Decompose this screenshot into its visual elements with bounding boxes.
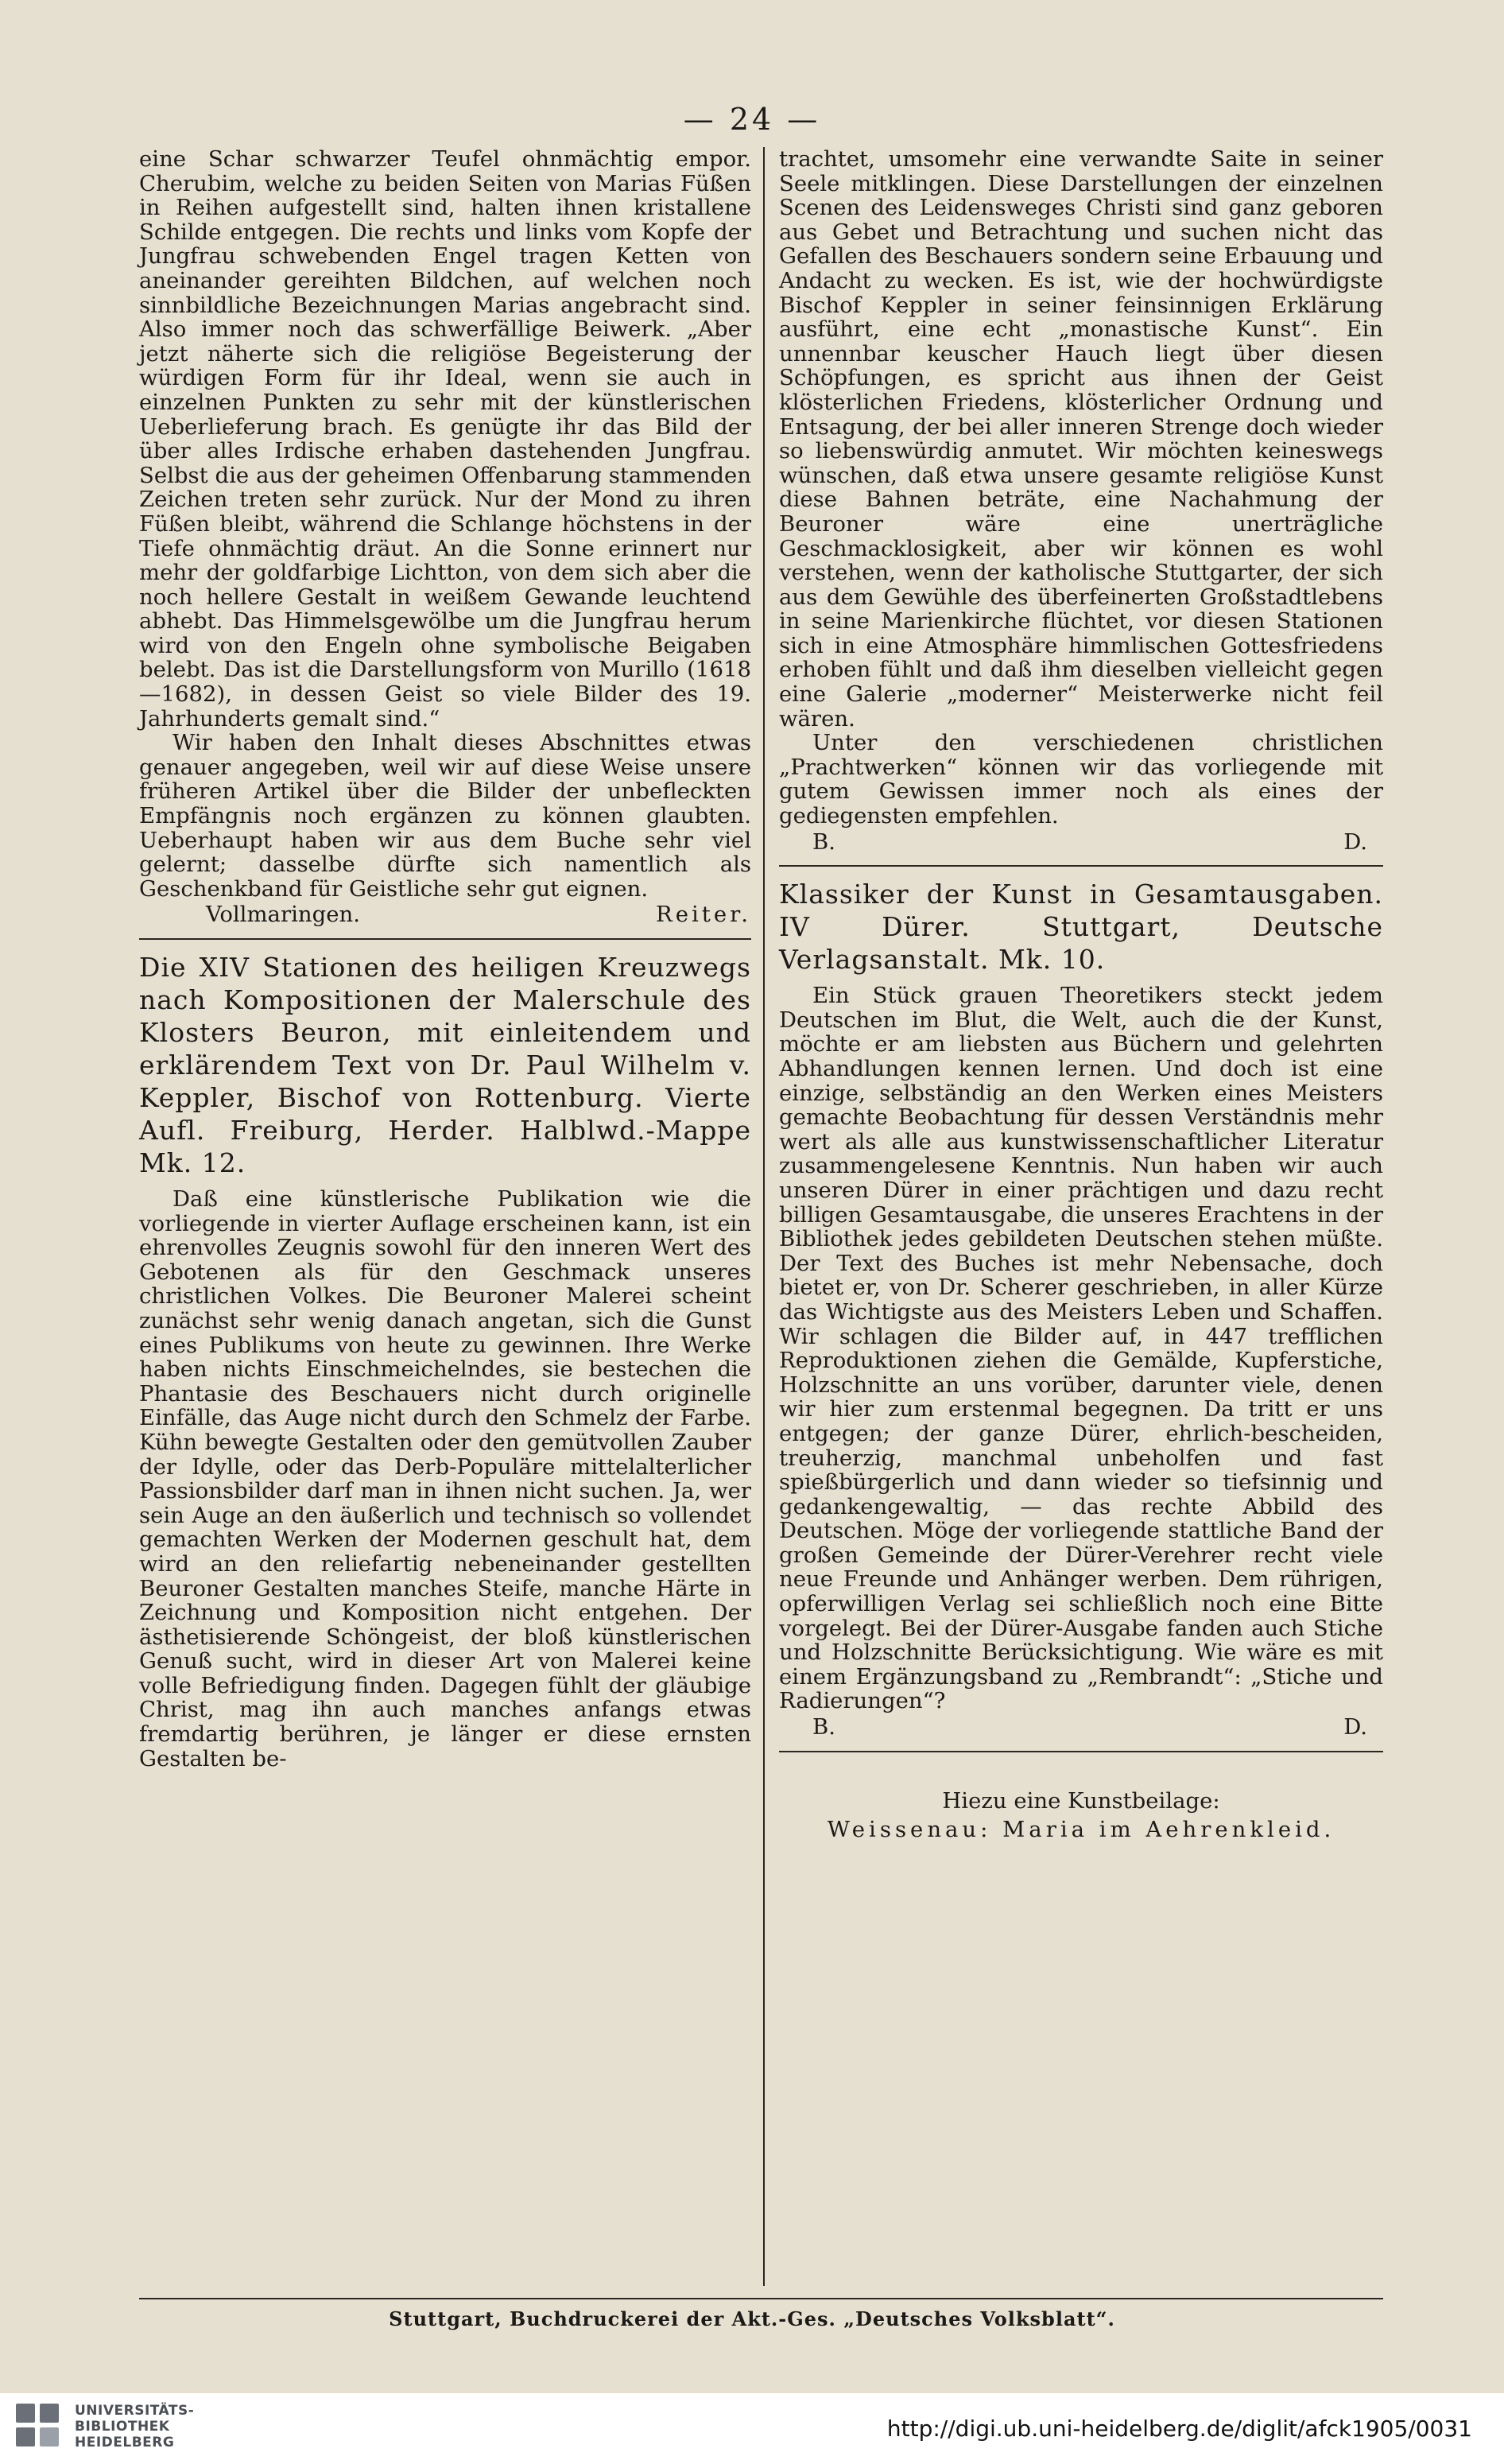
column-divider (763, 147, 765, 2286)
right-signature-2 (779, 1715, 1383, 1740)
printer-imprint: Stuttgart, Buchdruckerei der Akt.-Ges. „Deutsches Volksblatt“. (389, 2307, 1115, 2330)
right-section-divider-1 (779, 865, 1383, 867)
spacer (779, 1764, 1383, 1789)
source-url[interactable]: http://digi.ub.uni-heidelberg.de/diglit/afck1905/0031 (886, 2415, 1472, 2442)
supplement-notice: Hiezu eine Kunstbeilage: (942, 1787, 1220, 1814)
right-column (779, 147, 1383, 1842)
digitization-bar (0, 2393, 1504, 2464)
left-paragraph-3: Daß eine künstlerische Publikation wie die vorliegende in vierter Auflage erscheinen kann, ist ein ehrenvolles Zeugnis sowohl für den inneren Wert des Gebotenen als für den Geschmack unseres christlichen Volkes. Die Beuroner Malerei scheint zunächst sehr wenig danach angetan, sich die Gunst eines Publikums von heute zu gewinnen. Ihre Werke haben nichts Einschmeichelndes, sie bestechen die Phantasie des Beschauers nicht durch originelle Einfälle, das Auge nicht durch den Schmelz der Farbe. Kühn bewegte Gestalten oder den gemütvollen Zauber der Idylle, oder das Derb-Populäre mittelalterlicher Passionsbilder darf man in ihnen nicht suchen. Ja, wer sein Auge an den äußerlich und technisch so vollendet gemachten Werken der Modernen geschult hat, dem wird an den reliefartig nebeneinander gestellten Beuroner Gestalten manches Steife, manche Härte in Zeichnung und Komposition nicht entgehen. Der ästhetisierende Schöngeist, der bloß künstlerischen Genuß sucht, wird in dieser Art von Malerei keine volle Befriedigung finden. Dagegen fühlt der gläubige Christ, mag ihn auch manches anfangs etwas fremdartig berühren, je länger er diese ernsten Gestalten be- (139, 1186, 751, 1771)
page-number: — 24 — (683, 102, 821, 137)
left-paragraph-1: eine Schar schwarzer Teufel ohnmächtig empor. Cherubim, welche zu beiden Seiten von Marias Füßen in Reihen aufgestellt sind, halten ihnen kristallene Schilde entgegen. Die rechts und links vom Kopfe der Jungfrau schwebenden Engel tragen Ketten von aneinander gereihten Bildchen, auf welchen noch sinnbildliche Bezeichnungen Marias angebracht sind. Also immer noch das schwerfällige Beiwerk. „Aber jetzt näherte sich die religiöse Begeisterung der würdigen Form für ihr Ideal, wenn sie auch in einzelnen Punkten zu sehr mit der künstlerischen Ueberlieferung brach. Es genügte ihr das Bild der über alles Irdische erhaben dastehenden Jungfrau. Selbst die aus der geheimen Offenbarung stammenden Zeichen treten sehr zurück. Nur der Mond zu ihren Füßen bleibt, während die Schlange höchstens in der Tiefe ohnmächtig dräut. An die Sonne erinnert nur mehr der goldfarbige Lichtton, von dem sich aber die noch hellere Gestalt in weißem Gewande leuchtend abhebt. Das Himmelsgewölbe um die Jungfrau herum wird von den Engeln ohne symbolische Beigaben belebt. Das ist die Darstellungsform von Murillo (1618—1682), in dessen Geist so viele Bilder des 19. Jahrhunderts gemalt sind.“ (139, 146, 751, 731)
library-logo[interactable] (16, 2403, 194, 2450)
signature-initial-left: B. (812, 828, 835, 855)
footer-rule (139, 2298, 1383, 2299)
library-logo-icon (16, 2404, 62, 2450)
klassiker-heading: Klassiker der Kunst in Gesamtausgaben. IV Dürer. Stuttgart, Deutsche Verlagsanstalt. Mk. 10. (779, 879, 1383, 976)
signature-initial-right-2: D. (1343, 1714, 1367, 1740)
right-paragraph-3: Ein Stück grauen Theoretikers steckt jedem Deutschen im Blut, die Welt, auch die der Kunst, möchte er am liebsten aus Büchern und gelehrten Abhandlungen kennen lernen. Und doch ist eine einzige, selbständig an den Werken eines Meisters gemachte Beobachtung für dessen Verständnis mehr wert als alle aus kunstwissenschaftlicher Literatur zusammengelesene Kenntnis. Nun haben wir auch unseren Dürer in einer prächtigen und dazu recht billigen Gesamtausgabe, die unseres Erachtens in der Bibliothek jedes gebildeten Deutschen stehen müßte. Der Text des Buches ist mehr Nebensache, doch bietet er, von Dr. Scherer geschrieben, in aller Kürze das Wichtigste aus des Meisters Leben und Schaffen. Wir schlagen die Bilder auf, in 447 trefflichen Reproduktionen ziehen die Gemälde, Kupferstiche, Holzschnitte an uns vorüber, darunter viele, denen wir hier zum erstenmal begegnen. Da tritt er uns entgegen; der ganze Dürer, ehrlich-bescheiden, treuherzig, manchmal unbeholfen und fast spießbürgerlich und dann wieder so tiefsinnig und gedankengewaltig, — das rechte Abbild des Deutschen. Möge der vorliegende stattliche Band der großen Gemeinde der Dürer-Verehrer recht viele neue Freunde und Anhänger werben. Dem rührigen, opferwilligen Verlag sei schließlich noch eine Bitte vorgelegt. Bei der Dürer-Ausgabe fanden auch Stiche und Holzschnitte Berücksichtigung. Wie wäre es mit einem Ergänzungsband zu „Rembrandt“: „Stiche und Radierungen“? (779, 983, 1383, 1714)
supplement-title: Weissenau: Maria im Aehrenkleid. (827, 1817, 1335, 1843)
signature-initial-left-2: B. (812, 1714, 835, 1740)
right-section-divider-2 (779, 1751, 1383, 1752)
left-signature (139, 902, 751, 927)
right-paragraph-1: trachtet, umsomehr eine verwandte Saite in seiner Seele mitklingen. Diese Darstellungen der einzelnen Scenen des Leidensweges Christi sind ganz geboren aus Gebet und Betrachtung und suchen nicht das Gefallen des Beschauers sondern seine Erbauung und Andacht zu wecken. Es ist, wie der hochwürdigste Bischof Keppler in seiner feinsinnigen Erklärung ausführt, eine echt „monastische Kunst“. Ein unnennbar keuscher Hauch liegt über diesen Schöpfungen, es spricht aus ihnen der Geist klösterlichen Friedens, klösterlicher Ordnung und Entsagung, der bei aller inneren Strenge doch wieder so liebenswürdig anmutet. Wir möchten keineswegs wünschen, daß etwa unsere gesamte religiöse Kunst diese Bahnen beträte, eine Nachahmung der Beuroner wäre eine unerträgliche Geschmacklosigkeit, aber wir können es wohl verstehen, wenn der katholische Stuttgarter, der sich aus dem Gewühle des überfeinerten Großstadtlebens in seine Marienkirche flüchtet, vor diesen Stationen sich in eine Atmosphäre himmlischen Gottesfriedens erhoben fühlt und daß ihm dieselben vielleicht gegen eine Galerie „moderner“ Meisterwerke nicht feil wären. (779, 146, 1383, 731)
left-section-divider (139, 938, 751, 940)
signature-place: Vollmaringen. (206, 902, 360, 928)
library-name: UNIVERSITÄTS- BIBLIOTHEK HEIDELBERG (75, 2403, 195, 2450)
signature-initial-right: D. (1343, 828, 1367, 855)
left-column (139, 147, 751, 1771)
kreuzweg-heading: Die XIV Stationen des heiligen Kreuzwegs nach Kompositionen der Malerschule des Klosters Beuron, mit einleitendem und erklärendem Text von Dr. Paul Wilhelm v. Keppler, Bischof von Rottenburg. Vierte Aufl. Freiburg, Herder. Halblwd.-Mappe Mk. 12. (139, 952, 751, 1178)
left-paragraph-2: Wir haben den Inhalt dieses Abschnittes etwas genauer angegeben, weil wir auf diese Weise unsere früheren Artikel über die Bilder der unbefleckten Empfängnis noch ergänzen zu können glaubten. Ueberhaupt haben wir aus dem Buche sehr viel gelernt; dasselbe dürfte sich namentlich als Geschenkband für Geistliche sehr gut eignen. (139, 730, 751, 902)
right-signature-1 (779, 830, 1383, 855)
right-paragraph-2: Unter den verschiedenen christlichen „Prachtwerken“ können wir das vorliegende mit gutem Gewissen immer noch als eines der gediegensten empfehlen. (779, 730, 1383, 829)
signature-author: Reiter. (656, 902, 751, 928)
